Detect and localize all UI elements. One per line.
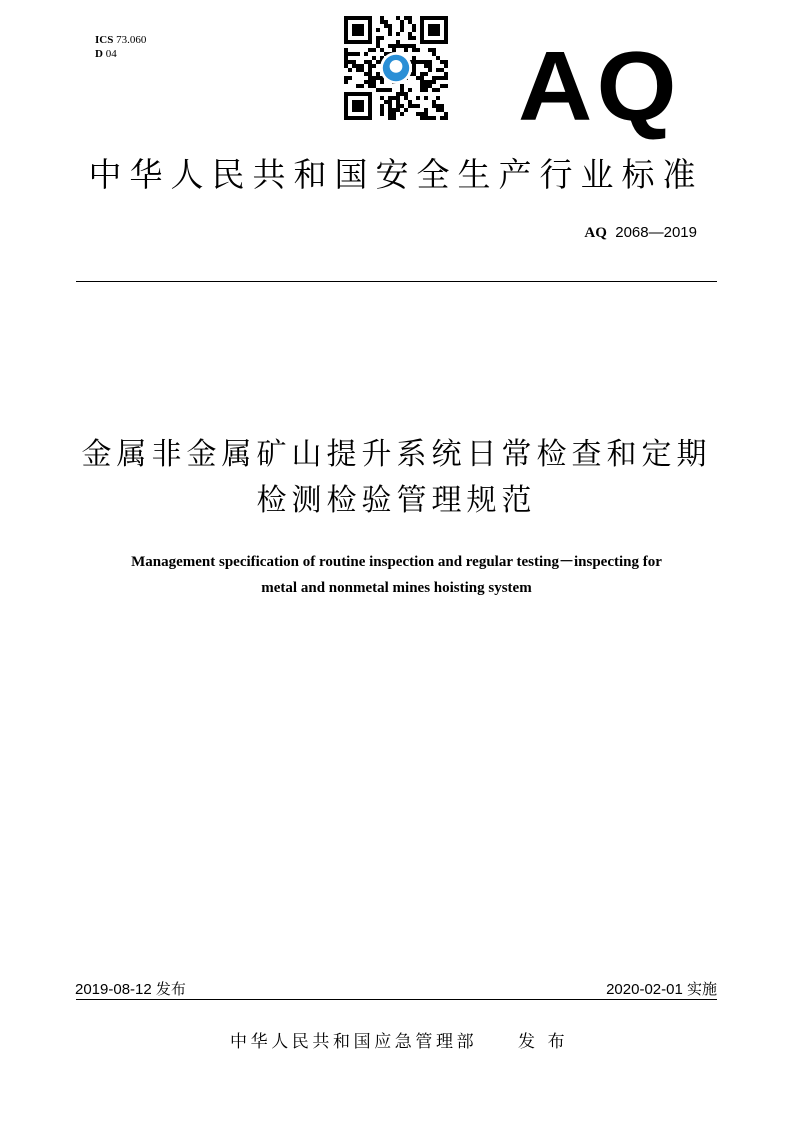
title-en-line2: metal and nonmetal mines hoisting system (261, 580, 532, 596)
title-en-line1: Management specification of routine inspection and regular testing－inspecting for (131, 554, 662, 570)
release-date: 2019-08-12 发布 (75, 981, 186, 998)
ccs-label: D (95, 48, 103, 60)
implement-date: 2020-02-01 实施 (606, 981, 717, 998)
publisher-name: 中华人民共和国应急管理部 (230, 1032, 478, 1052)
aq-logo: AQ (518, 31, 681, 141)
title-zh-line1: 金属非金属矿山提升系统日常检查和定期 (81, 437, 712, 472)
ccs-value: 04 (105, 48, 117, 60)
qr-code-icon (344, 15, 448, 121)
code-prefix: AQ (584, 225, 607, 241)
ics-label: ICS (95, 34, 114, 46)
standard-code (584, 224, 697, 242)
classification-codes (95, 33, 146, 61)
title-zh-line2: 检测检验管理规范 (256, 483, 537, 518)
standard-name: 中华人民共和国安全生产行业标准 (88, 155, 704, 194)
footer-divider (76, 999, 717, 1000)
ics-value: 73.060 (116, 34, 147, 46)
publish-action: 发 布 (518, 1032, 569, 1052)
code-number: 2068—2019 (615, 224, 697, 241)
header-divider (76, 281, 717, 282)
